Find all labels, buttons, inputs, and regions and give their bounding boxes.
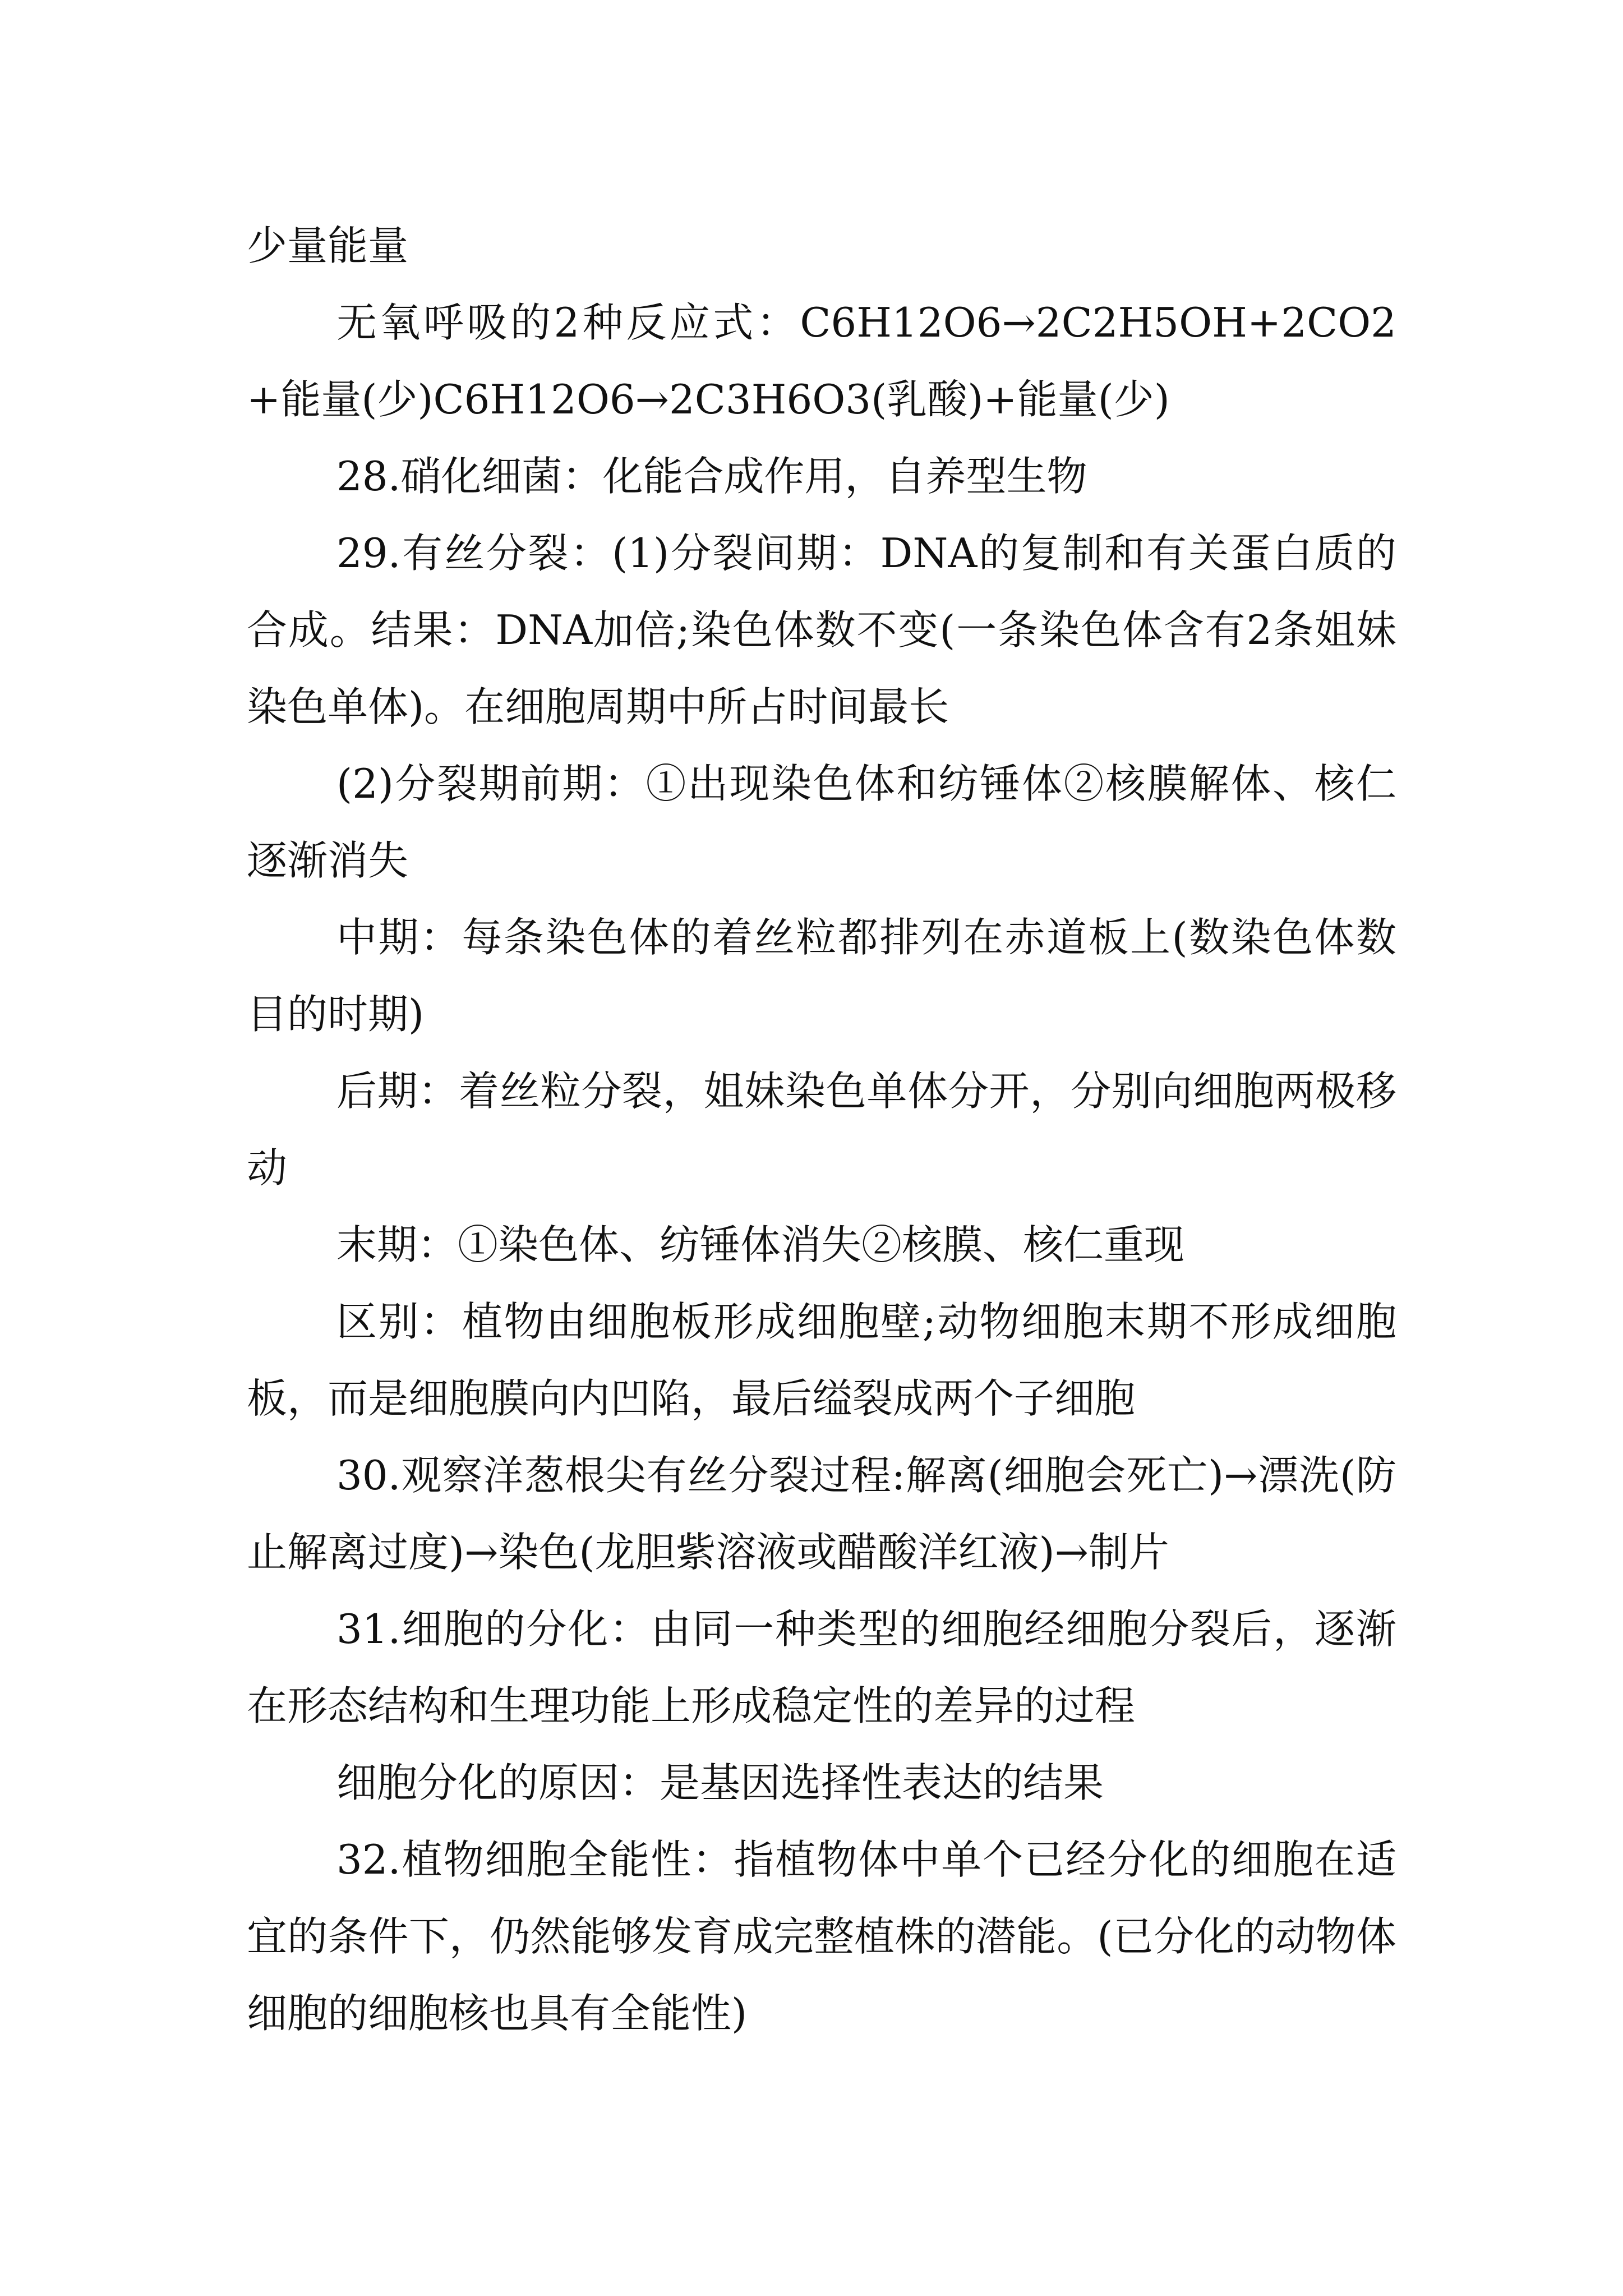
paragraph-differentiation-cause: 细胞分化的原因：是基因选择性表达的结果 — [336, 1759, 1104, 1806]
paragraph-anaerobic-respiration: 无氧呼吸的2种反应式：C6H12O6→2C2H5OH+2CO2+能量(少)C6H12O6→2C3H6O3(乳酸)+能量(少) — [247, 299, 1396, 423]
paragraph-anaphase: 后期：着丝粒分裂，姐妹染色单体分开，分别向细胞两极移动 — [247, 1068, 1396, 1191]
paragraph-nitrifying-bacteria: 28.硝化细菌：化能合成作用，自养型生物 — [336, 453, 1087, 500]
paragraph-prophase: (2)分裂期前期：①出现染色体和纺锤体②核膜解体、核仁逐渐消失 — [247, 760, 1396, 884]
paragraph-energy-tail: 少量能量 — [247, 222, 409, 269]
document-body — [247, 208, 1396, 2052]
paragraph-plant-animal-difference: 区别：植物由细胞板形成细胞壁;动物细胞末期不形成细胞板，而是细胞膜向内凹陷，最后缢裂成两个子细胞 — [247, 1298, 1396, 1422]
paragraph-telophase: 末期：①染色体、纺锤体消失②核膜、核仁重现 — [336, 1221, 1185, 1268]
paragraph-totipotency: 32.植物细胞全能性：指植物体中单个已经分化的细胞在适宜的条件下，仍然能够发育成完整植株的潜能。(已分化的动物体细胞的细胞核也具有全能性) — [247, 1836, 1396, 2037]
paragraph-cell-differentiation: 31.细胞的分化：由同一种类型的细胞经细胞分裂后，逐渐在形态结构和生理功能上形成稳定性的差异的过程 — [247, 1605, 1396, 1729]
paragraph-metaphase: 中期：每条染色体的着丝粒都排列在赤道板上(数染色体数目的时期) — [247, 914, 1396, 1038]
paragraph-mitosis-interphase: 29.有丝分裂：(1)分裂间期：DNA的复制和有关蛋白质的合成。结果：DNA加倍;染色体数不变(一条染色体含有2条姐妹染色单体)。在细胞周期中所占时间最长 — [247, 530, 1396, 730]
paragraph-onion-root-tip: 30.观察洋葱根尖有丝分裂过程:解离(细胞会死亡)→漂洗(防止解离过度)→染色(龙胆紫溶液或醋酸洋红液)→制片 — [247, 1452, 1396, 1576]
